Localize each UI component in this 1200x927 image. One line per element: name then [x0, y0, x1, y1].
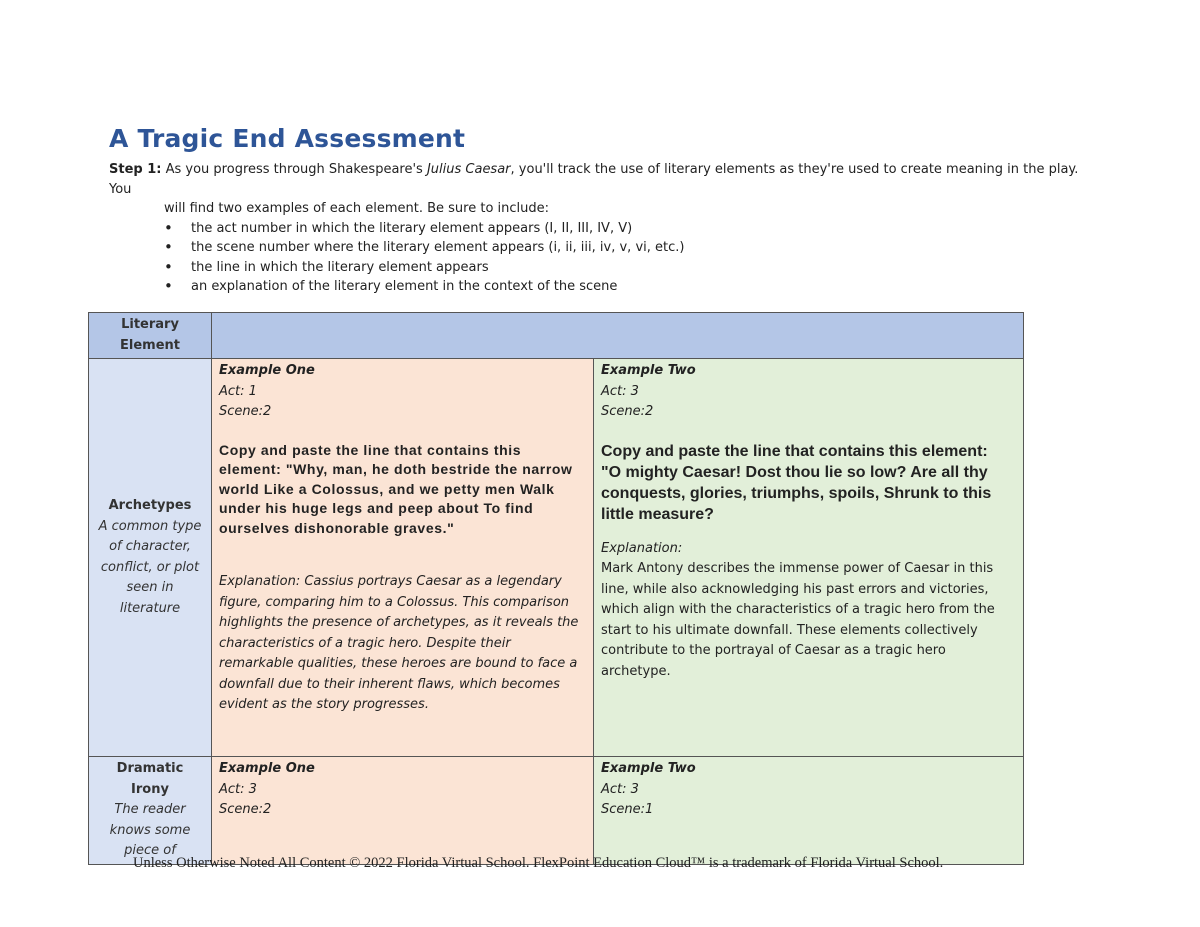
- example-heading: Example One: [219, 363, 315, 378]
- scene-value: Scene:1: [601, 802, 654, 817]
- list-item: • an explanation of the literary element in the context of the scene: [191, 277, 1099, 297]
- act-value: Act: 3: [219, 781, 257, 797]
- quote-text: Copy and paste the line that contains this element: "Why, man, he doth bestride the narrow world Like a Colossus, and we petty men Walk under his huge legs and peep about To find ourselves dishonorable graves.": [219, 441, 573, 536]
- act-value: Act: 3: [601, 383, 639, 399]
- element-name: Dramatic Irony: [116, 761, 184, 797]
- list-item: • the scene number where the literary element appears (i, ii, iii, iv, v, vi, etc.): [191, 238, 1099, 258]
- header-literary-element: Literary Element: [89, 313, 212, 359]
- page-title: A Tragic End Assessment: [109, 124, 466, 153]
- element-definition: The reader knows some piece of: [109, 802, 191, 858]
- example-heading: Example One: [219, 761, 315, 776]
- element-name: Archetypes: [108, 498, 192, 513]
- example-heading: Example Two: [601, 761, 696, 776]
- step-instructions: [109, 160, 1099, 297]
- step-intro: [109, 160, 1099, 199]
- step-text-before: As you progress through Shakespeare's: [161, 162, 427, 177]
- list-item: • the act number in which the literary element appears (I, II, III, IV, V): [191, 219, 1099, 239]
- copyright-footer: Unless Otherwise Noted All Content © 2022 Florida Virtual School. FlexPoint Education Cloud™ is a trademark of Florida Virtual School.: [133, 855, 944, 871]
- step-continuation: will find two examples of each element. Be sure to include:: [164, 201, 550, 216]
- example-one-cell[interactable]: [212, 359, 594, 757]
- play-title: Julius Caesar: [426, 162, 511, 177]
- example-two-cell[interactable]: [594, 359, 1024, 757]
- act-value: Act: 3: [601, 781, 639, 797]
- element-cell-archetypes: [89, 359, 212, 757]
- literary-elements-table: [88, 312, 1024, 865]
- explanation-text: Mark Antony describes the immense power of Caesar in this line, while also acknowledging his past errors and victories, which align with the characteristics of a tragic hero from the start to his ultimate downfall. These elements collectively contribute to the portrayal of Caesar as a tragic hero archetype.: [601, 561, 995, 679]
- example-one-cell[interactable]: [212, 757, 594, 865]
- element-cell-dramatic-irony: [89, 757, 212, 865]
- example-two-cell[interactable]: [594, 757, 1024, 865]
- quote-text: "O mighty Caesar! Dost thou lie so low? Are all thy conquests, glories, triumphs, spoils, Shrunk to this little measure?: [601, 463, 992, 523]
- step-text-after: , you'll track the use of literary elements as they're used to create meaning in the play. You: [109, 162, 1079, 197]
- element-definition: A common type of character, conflict, or plot seen in literature: [98, 518, 202, 616]
- list-item: • the line in which the literary element appears: [191, 258, 1099, 278]
- example-heading: Example Two: [601, 363, 696, 378]
- scene-value: Scene:2: [219, 404, 272, 419]
- explanation-label: Explanation:: [601, 540, 683, 556]
- table-row: [89, 757, 1024, 865]
- header-blank: [212, 313, 1024, 359]
- scene-value: Scene:2: [219, 802, 272, 817]
- step-label: Step 1:: [109, 162, 162, 177]
- explanation-text: Explanation: Cassius portrays Caesar as a legendary figure, comparing him to a Colossus. This comparison highlights the presence of archetypes, as it reveals the characteristics of a tragic hero. Despite their remarkable qualities, these heroes are bound to face a downfall due to their inherent flaws, which becomes evident as the story progresses.: [219, 574, 579, 712]
- quote-label: Copy and paste the line that contains this element:: [601, 442, 988, 460]
- act-value: Act: 1: [219, 383, 257, 399]
- table-row: [89, 359, 1024, 757]
- scene-value: Scene:2: [601, 404, 654, 419]
- table-header-row: [89, 313, 1024, 359]
- requirements-list: [109, 219, 1099, 297]
